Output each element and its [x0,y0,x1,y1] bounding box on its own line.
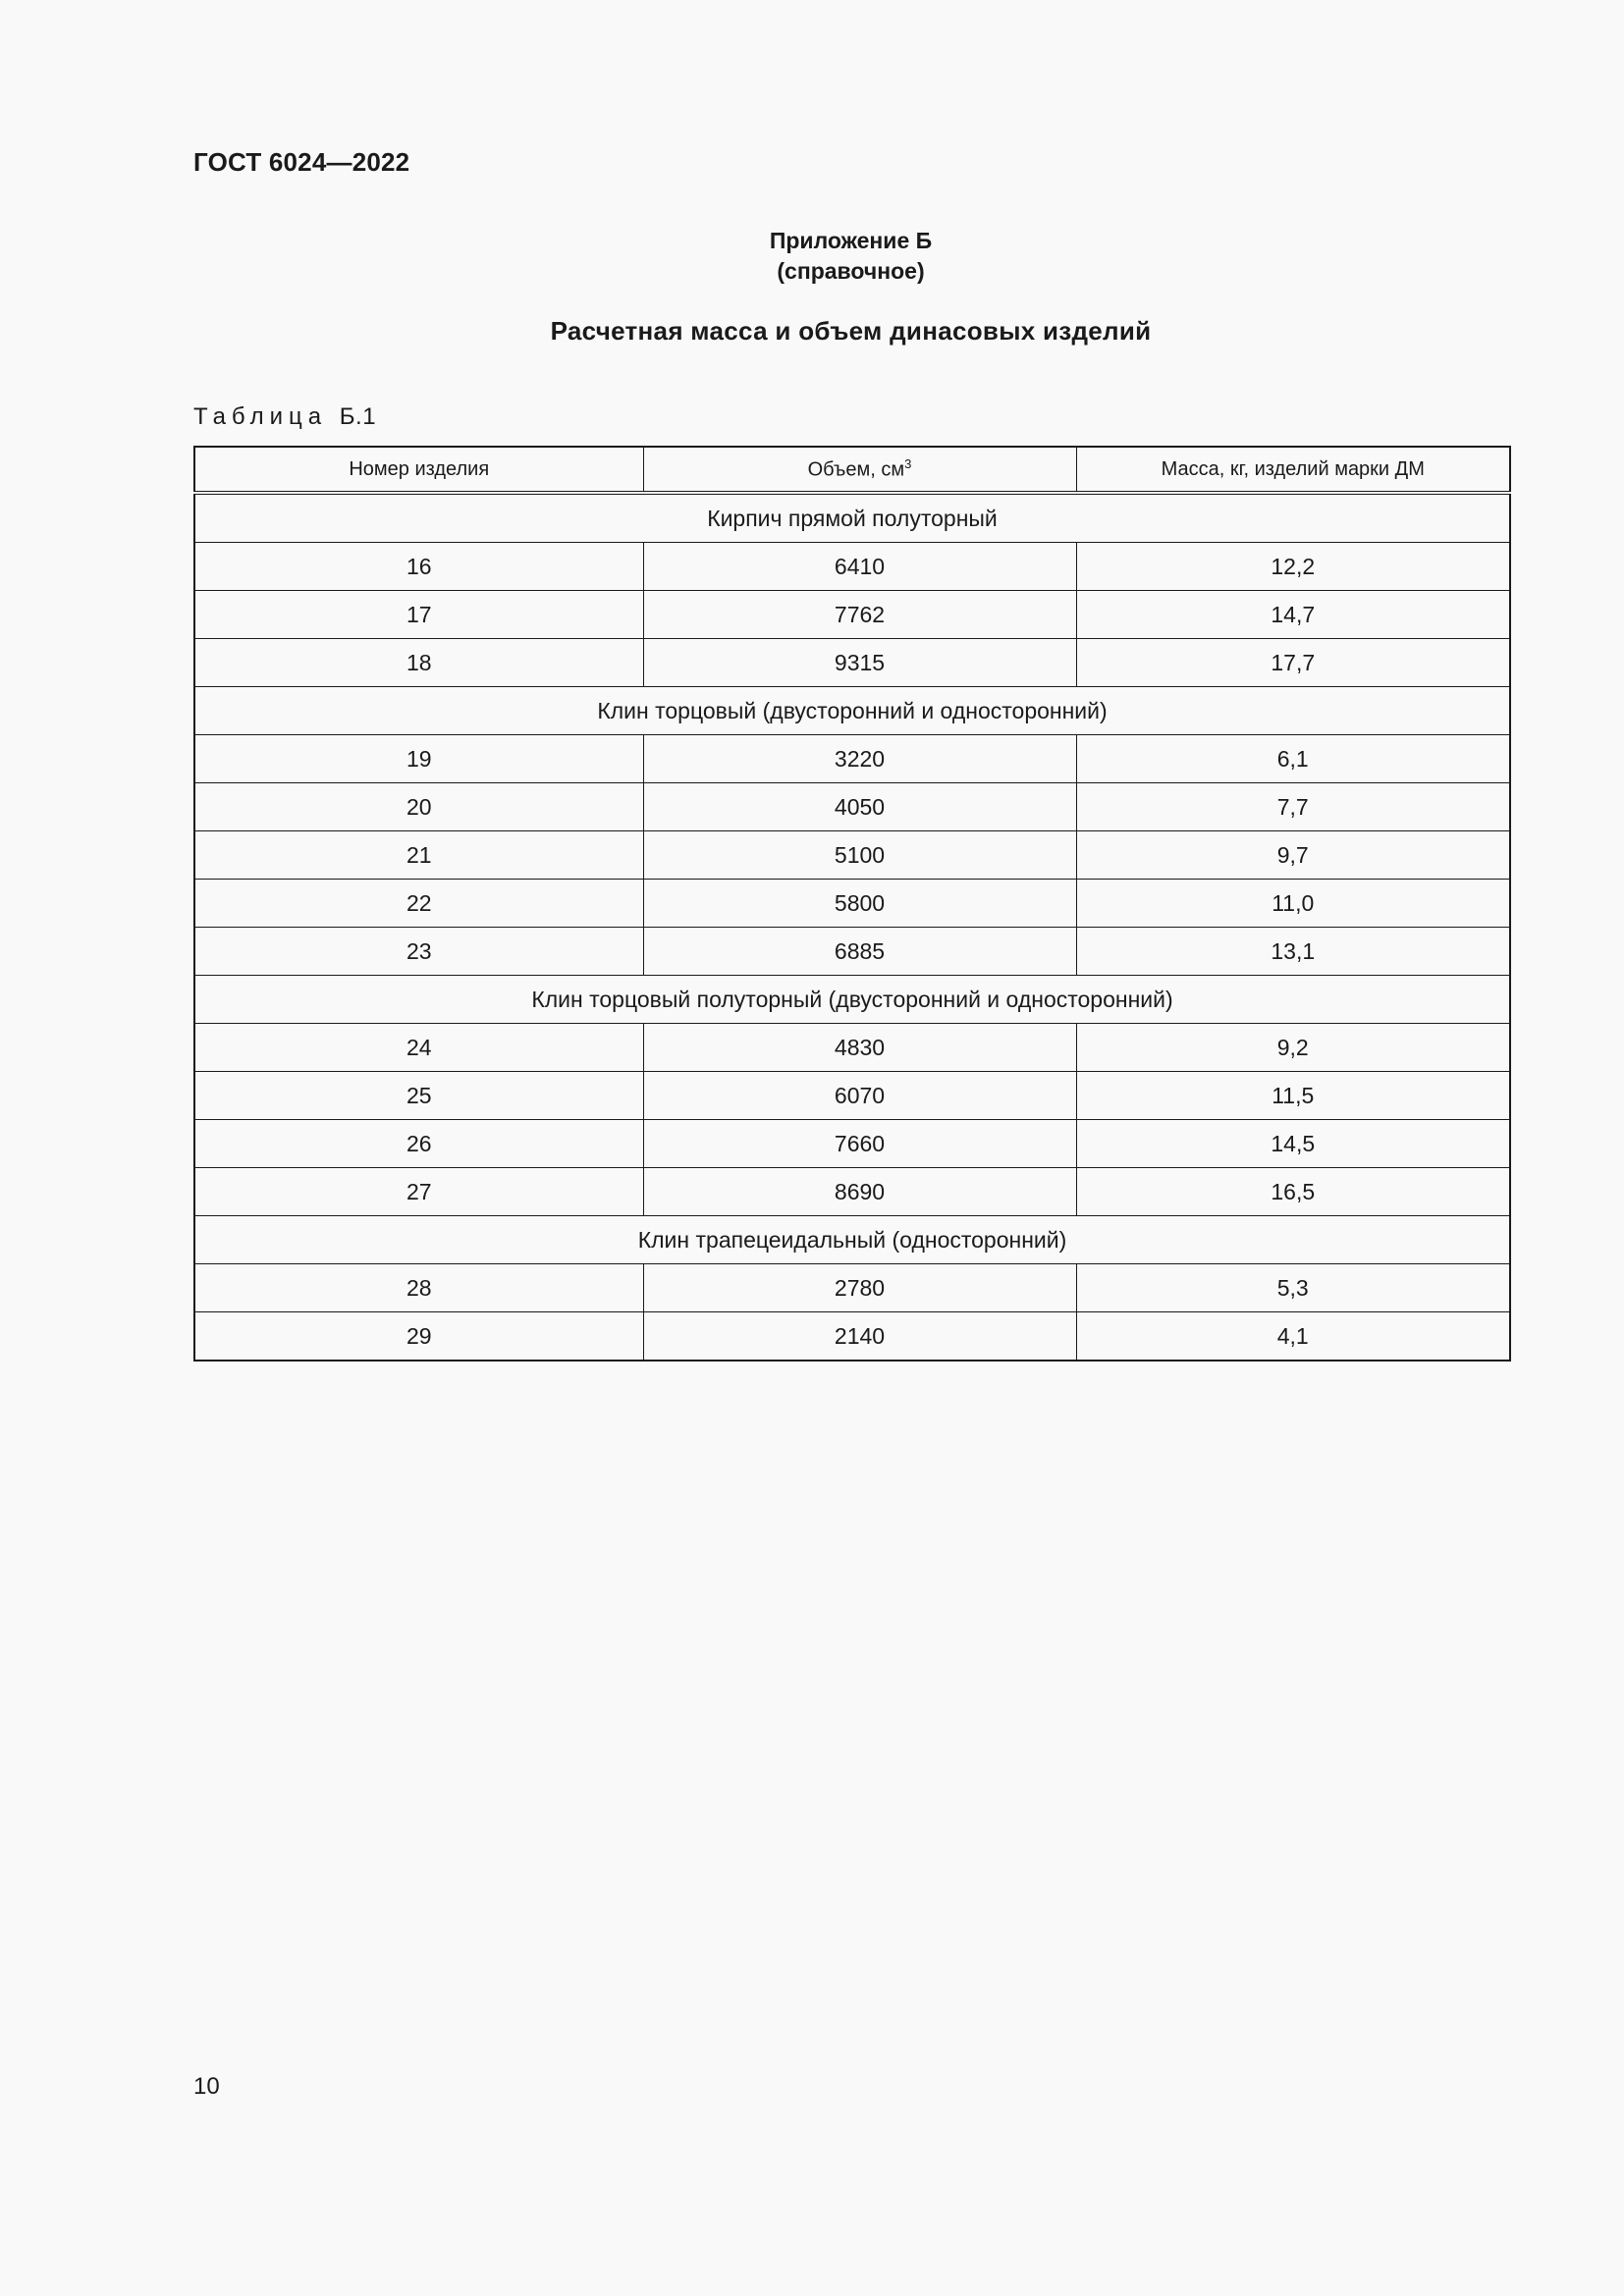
table-row [194,831,1510,880]
cell-number: 20 [194,783,643,831]
cell-number: 27 [194,1168,643,1216]
cell-number: 25 [194,1072,643,1120]
cell-volume: 9315 [643,639,1076,687]
table-row [194,1072,1510,1120]
cell-volume: 6885 [643,928,1076,976]
cell-mass: 5,3 [1076,1264,1510,1312]
cell-mass: 17,7 [1076,639,1510,687]
table-header-row [194,447,1510,493]
cell-mass: 16,5 [1076,1168,1510,1216]
cell-number: 17 [194,591,643,639]
table-caption [193,403,376,431]
group-row [194,687,1510,735]
group-title: Кирпич прямой полуторный [194,493,1510,543]
cell-volume: 8690 [643,1168,1076,1216]
cell-volume: 2780 [643,1264,1076,1312]
cell-volume: 3220 [643,735,1076,783]
section-title: Расчетная масса и объем динасовых изделий [550,316,1152,346]
column-header-volume-superscript: 3 [904,456,912,472]
cell-mass: 4,1 [1076,1312,1510,1362]
group-title: Клин трапецеидальный (односторонний) [194,1216,1510,1264]
table-caption-number: Б.1 [339,403,377,430]
cell-number: 18 [194,639,643,687]
cell-number: 28 [194,1264,643,1312]
cell-mass: 12,2 [1076,543,1510,591]
cell-mass: 13,1 [1076,928,1510,976]
table-row [194,735,1510,783]
cell-number: 19 [194,735,643,783]
cell-volume: 5800 [643,880,1076,928]
table-body [194,493,1510,1361]
group-title: Клин торцовый (двусторонний и односторонний) [194,687,1510,735]
group-title: Клин торцовый полуторный (двусторонний и односторонний) [194,976,1510,1024]
document-id: ГОСТ 6024—2022 [193,147,410,177]
cell-volume: 7660 [643,1120,1076,1168]
cell-volume: 4050 [643,783,1076,831]
cell-number: 24 [194,1024,643,1072]
column-header-volume [643,447,1076,493]
cell-mass: 14,7 [1076,591,1510,639]
appendix-subtitle: (справочное) [777,258,925,284]
cell-mass: 11,5 [1076,1072,1510,1120]
table-row [194,1168,1510,1216]
table-row [194,783,1510,831]
appendix-title: Приложение Б [769,228,933,253]
column-header-volume-text: Объем, см [807,458,905,481]
cell-mass: 6,1 [1076,735,1510,783]
cell-mass: 9,7 [1076,831,1510,880]
column-header-number: Номер изделия [194,447,643,493]
table-row [194,591,1510,639]
cell-volume: 4830 [643,1024,1076,1072]
cell-mass: 7,7 [1076,783,1510,831]
cell-number: 26 [194,1120,643,1168]
cell-volume: 5100 [643,831,1076,880]
cell-number: 16 [194,543,643,591]
cell-number: 29 [194,1312,643,1362]
table-row [194,928,1510,976]
cell-mass: 9,2 [1076,1024,1510,1072]
column-header-mass: Масса, кг, изделий марки ДМ [1076,447,1510,493]
group-row [194,976,1510,1024]
group-row [194,493,1510,543]
cell-volume: 6070 [643,1072,1076,1120]
cell-number: 23 [194,928,643,976]
table-row [194,1024,1510,1072]
group-row [194,1216,1510,1264]
cell-volume: 7762 [643,591,1076,639]
table-row [194,639,1510,687]
cell-mass: 11,0 [1076,880,1510,928]
cell-volume: 2140 [643,1312,1076,1362]
table-row [194,543,1510,591]
cell-mass: 14,5 [1076,1120,1510,1168]
table-row [194,880,1510,928]
table-row [194,1264,1510,1312]
table-row [194,1120,1510,1168]
cell-volume: 6410 [643,543,1076,591]
mass-volume-table [193,446,1511,1362]
table-caption-prefix: Таблица [193,403,328,430]
table-row [194,1312,1510,1362]
cell-number: 22 [194,880,643,928]
cell-number: 21 [194,831,643,880]
page-number: 10 [193,2073,220,2100]
